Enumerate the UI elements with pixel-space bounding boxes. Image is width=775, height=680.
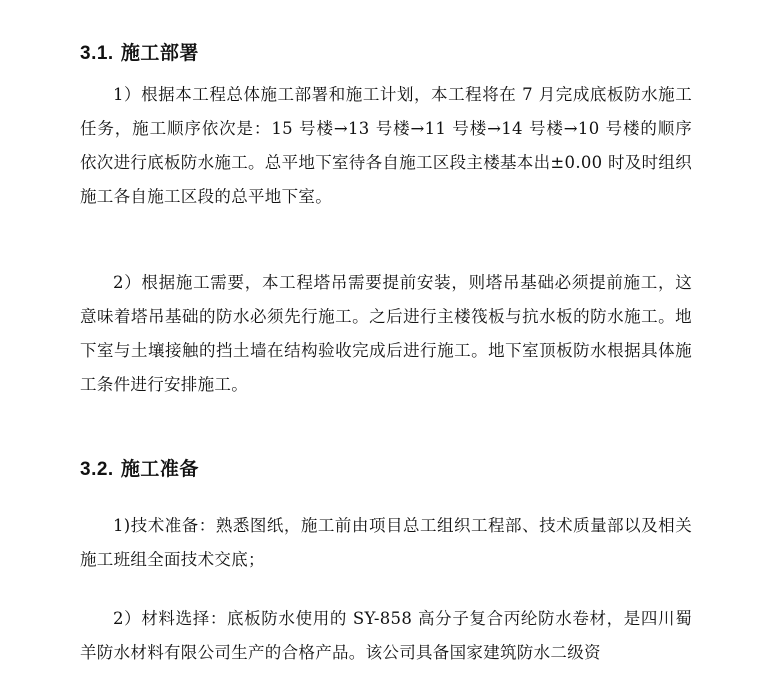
paragraph: 2）材料选择：底板防水使用的 SY-858 高分子复合丙纶防水卷材，是四川蜀羊防水材料有限公司生产的合格产品。该公司具备国家建筑防水二级资 xyxy=(80,609,692,662)
section-title: 施工部署 xyxy=(120,42,199,64)
paragraph: 1）根据本工程总体施工部署和施工计划，本工程将在 7 月完成底板防水施工任务，施工顺序依次是：15 号楼→13 号楼→11 号楼→14 号楼→10 号楼的顺序依次进行底板防水施工。总平地下室待各自施工区段主楼基本出±0.00 时及时组织施工各自施工区段的总平地下室。 xyxy=(80,85,693,206)
section-heading-3-2 xyxy=(80,454,199,481)
section-number: 3.2. xyxy=(80,459,114,480)
section-number: 3.1. xyxy=(80,43,114,64)
section-heading-3-1 xyxy=(80,38,199,65)
paragraph: 1)技术准备：熟悉图纸，施工前由项目总工组织工程部、技术质量部以及相关施工班组全面技术交底； xyxy=(80,516,692,569)
section-title: 施工准备 xyxy=(120,458,199,480)
paragraph: 2）根据施工需要，本工程塔吊需要提前安装，则塔吊基础必须提前施工，这意味着塔吊基础的防水必须先行施工。之后进行主楼筏板与抗水板的防水施工。地下室与土壤接触的挡土墙在结构验收完成后进行施工。地下室顶板防水根据具体施工条件进行安排施工。 xyxy=(80,273,692,394)
